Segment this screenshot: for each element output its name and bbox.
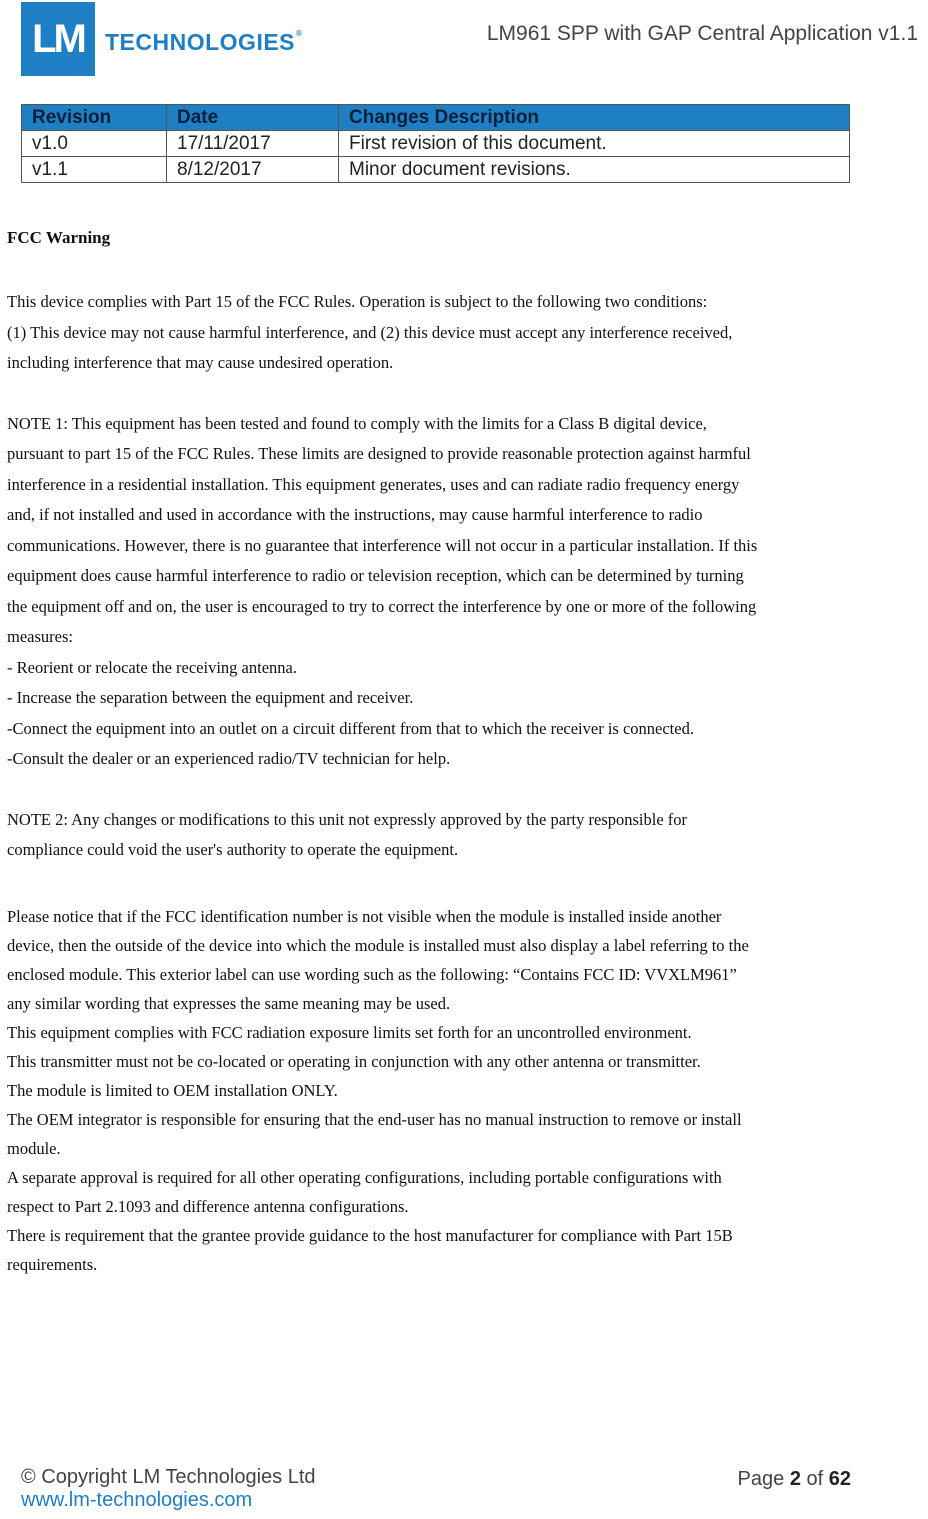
cell-revision: v1.1 (22, 157, 167, 183)
text-line: module. (7, 1138, 61, 1158)
text-line: respect to Part 2.1093 and difference antenna configurations. (7, 1196, 409, 1216)
company-logo (21, 2, 302, 76)
column-header-changes: Changes Description (339, 105, 850, 131)
fcc-heading: FCC Warning (7, 228, 111, 247)
text-line: This equipment complies with FCC radiation exposure limits set forth for an uncontrolled environment. (7, 1022, 692, 1042)
text-line: and, if not installed and used in accordance with the instructions, may cause harmful interference to radio (7, 505, 703, 524)
text-line: The module is limited to OEM installation ONLY. (7, 1080, 338, 1100)
fcc-labeling-notice (7, 902, 907, 1279)
text-line: (1) This device may not cause harmful interference, and (2) this device must accept any interference received, (7, 322, 733, 342)
text-line: interference in a residential installation. This equipment generates, uses and can radiate radio frequency energy (7, 474, 740, 494)
text-line: requirements. (7, 1254, 98, 1274)
fcc-intro (7, 287, 907, 379)
copyright-text: © Copyright LM Technologies Ltd (21, 1466, 316, 1488)
list-item: - Reorient or relocate the receiving antenna. (7, 657, 297, 677)
document-title: LM961 SPP with GAP Central Application v1.1 (486, 22, 918, 45)
fcc-section (7, 226, 907, 1279)
text-line: including interference that may cause undesired operation. (7, 353, 394, 372)
list-item: -Consult the dealer or an experienced radio/TV technician for help. (7, 749, 451, 768)
text-line: The OEM integrator is responsible for ensuring that the end-user has no manual instruction to remove or install (7, 1109, 742, 1129)
cell-changes: Minor document revisions. (339, 157, 850, 183)
table-row (22, 131, 850, 157)
text-line: communications. However, there is no guarantee that interference will not occur in a particular installation. If this (7, 535, 758, 555)
text-line: device, then the outside of the device into which the module is installed must also display a label referring to the (7, 935, 749, 955)
text-line: pursuant to part 15 of the FCC Rules. These limits are designed to provide reasonable protection against harmful (7, 444, 751, 463)
page-number: Page 2 of 62 (737, 1468, 851, 1490)
text-line: enclosed module. This exterior label can use wording such as the following: “Contains FCC ID: VVXLM961” (7, 964, 737, 984)
text-line: Please notice that if the FCC identification number is not visible when the module is installed inside another (7, 906, 722, 926)
page-footer (21, 1466, 851, 1512)
revision-table (21, 104, 850, 183)
page-header (0, 0, 928, 85)
text-line: NOTE 2: Any changes or modifications to this unit not expressly approved by the party responsible for (7, 809, 688, 829)
column-header-date: Date (167, 105, 339, 131)
text-line: This transmitter must not be co-located or operating in conjunction with any other antenna or transmitter. (7, 1051, 701, 1071)
cell-revision: v1.0 (22, 131, 167, 157)
list-item: - Increase the separation between the equipment and receiver. (7, 688, 414, 707)
table-row (22, 157, 850, 183)
cell-date: 17/11/2017 (167, 131, 339, 157)
text-line: the equipment off and on, the user is encouraged to try to correct the interference by one or more of the following (7, 596, 757, 616)
text-line: NOTE 1: This equipment has been tested and found to comply with the limits for a Class B digital device, (7, 413, 707, 433)
column-header-revision: Revision (22, 105, 167, 131)
fcc-note-1 (7, 409, 907, 775)
text-line: any similar wording that expresses the same meaning may be used. (7, 993, 451, 1013)
text-line: There is requirement that the grantee provide guidance to the host manufacturer for compliance with Part 15B (7, 1225, 733, 1245)
list-item: -Connect the equipment into an outlet on a circuit different from that to which the receiver is connected. (7, 718, 694, 738)
revision-table-header (22, 105, 850, 131)
logo-mark: LM (21, 2, 95, 76)
text-line: compliance could void the user's authority to operate the equipment. (7, 840, 459, 859)
text-line: equipment does cause harmful interference to radio or television reception, which can be determined by turning (7, 566, 744, 585)
text-line: A separate approval is required for all other operating configurations, including portable configurations with (7, 1167, 722, 1187)
cell-date: 8/12/2017 (167, 157, 339, 183)
text-line: measures: (7, 627, 73, 646)
logo-wordmark: TECHNOLOGIES® (105, 28, 303, 55)
cell-changes: First revision of this document. (339, 131, 850, 157)
website-link[interactable]: www.lm-technologies.com (21, 1489, 253, 1511)
fcc-note-2 (7, 805, 907, 866)
text-line: This device complies with Part 15 of the FCC Rules. Operation is subject to the following two conditions: (7, 292, 708, 311)
